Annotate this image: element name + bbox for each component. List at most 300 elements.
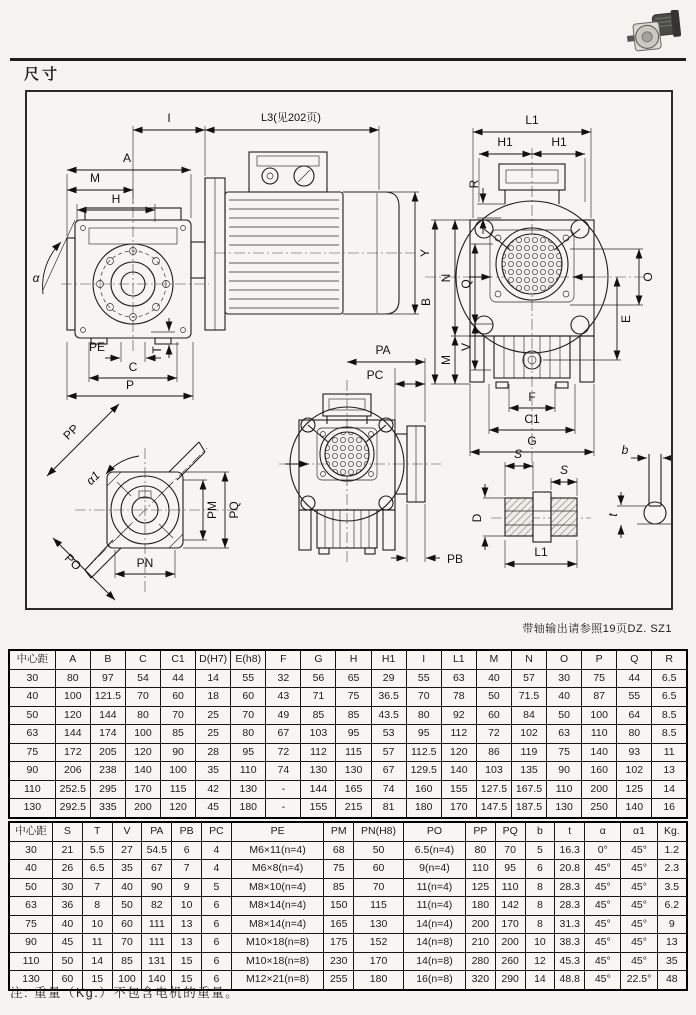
table-cell: 155 <box>301 799 336 818</box>
table-cell: 63 <box>9 897 53 916</box>
table-cell: 6 <box>202 897 232 916</box>
table-cell: 110 <box>9 780 55 799</box>
table-cell: 30 <box>547 669 582 688</box>
dim-label-g: G <box>527 434 537 448</box>
table-cell: 135 <box>511 762 546 781</box>
table-cell: 140 <box>582 743 617 762</box>
dim-label-pe: PE <box>88 340 106 354</box>
table-cell: 210 <box>465 934 495 953</box>
dim-label-l3: L3(见202页) <box>261 112 321 124</box>
column-header: PQ <box>495 822 525 841</box>
table-cell: 38.3 <box>555 934 585 953</box>
table-cell: 6.5 <box>652 688 687 707</box>
table-cell: 130 <box>336 762 371 781</box>
table-cell: 90 <box>9 762 55 781</box>
column-header: 中心距 <box>9 822 53 841</box>
dim-label-t2: t <box>606 513 620 517</box>
dim-label-po: PO <box>61 550 85 574</box>
dim-label-p: P <box>125 378 135 392</box>
dim-label-c: C <box>128 360 138 374</box>
table-cell: 72 <box>266 743 301 762</box>
table-cell: 57 <box>371 743 406 762</box>
dim-label-y: Y <box>418 248 432 258</box>
table-cell: 11(n=4) <box>403 897 465 916</box>
table-cell: 70 <box>495 841 525 860</box>
table-cell: 40 <box>547 688 582 707</box>
table-cell: 43 <box>266 688 301 707</box>
dim-label-b: B <box>419 297 433 307</box>
table-cell: 10 <box>525 934 555 953</box>
table-cell: 70 <box>112 934 142 953</box>
table-cell: 45° <box>585 897 621 916</box>
table-cell: 50 <box>476 688 511 707</box>
view-shaft-section <box>470 443 671 568</box>
table-cell: 74 <box>266 762 301 781</box>
table-cell: 50 <box>9 706 55 725</box>
dim-label-c1: C1 <box>524 412 540 426</box>
table-cell: - <box>266 799 301 818</box>
table-cell: 112 <box>301 743 336 762</box>
table-cell: 45° <box>585 860 621 879</box>
dim-label-alpha1: α1 <box>83 468 103 488</box>
table-cell: 115 <box>336 743 371 762</box>
table-cell: 320 <box>465 971 495 990</box>
table-cell: 230 <box>324 952 354 971</box>
table-cell: 31.3 <box>555 915 585 934</box>
table-cell: 9 <box>657 915 687 934</box>
table-cell: 8.5 <box>652 725 687 744</box>
table-cell: 100 <box>55 688 90 707</box>
table-cell: 80 <box>231 725 266 744</box>
table-cell: 64 <box>617 706 652 725</box>
table-cell: 40 <box>476 669 511 688</box>
table-cell: 80 <box>55 669 90 688</box>
table-cell: 11 <box>82 934 112 953</box>
table-cell: 40 <box>53 915 83 934</box>
view-side-assembly <box>33 111 432 400</box>
table-row <box>9 743 687 762</box>
table-cell: 165 <box>324 915 354 934</box>
table-cell: - <box>266 780 301 799</box>
table-cell: 110 <box>582 725 617 744</box>
table-cell: 6.5 <box>652 669 687 688</box>
table-cell: 45° <box>621 897 657 916</box>
table-cell: 119 <box>511 743 546 762</box>
table-cell: 238 <box>90 762 125 781</box>
table-cell: 14 <box>196 669 231 688</box>
column-header: R <box>652 650 687 669</box>
table-cell: 80 <box>125 706 160 725</box>
table-cell: 0° <box>585 841 621 860</box>
table-cell: 115 <box>161 780 196 799</box>
table-cell: 4 <box>202 841 232 860</box>
column-header: F <box>266 650 301 669</box>
header-rule <box>10 58 686 61</box>
table-cell: 167.5 <box>511 780 546 799</box>
column-header: G <box>301 650 336 669</box>
table-cell: 215 <box>336 799 371 818</box>
column-header: V <box>112 822 142 841</box>
table-cell: 174 <box>90 725 125 744</box>
table-cell: 55 <box>231 669 266 688</box>
column-header: PO <box>403 822 465 841</box>
table-cell: 35 <box>112 860 142 879</box>
table-row <box>9 897 687 916</box>
table-cell: 25 <box>196 725 231 744</box>
dim-label-r: R <box>467 179 481 189</box>
table-cell: 3.5 <box>657 878 687 897</box>
table-cell: 9(n=4) <box>403 860 465 879</box>
table-cell: 14 <box>525 971 555 990</box>
table-cell: 6 <box>172 841 202 860</box>
table-cell: 45 <box>196 799 231 818</box>
table-cell: 70 <box>231 706 266 725</box>
table-cell: 111 <box>142 915 172 934</box>
table-cell: 100 <box>112 971 142 990</box>
table-cell: 45° <box>621 934 657 953</box>
table-cell: 70 <box>406 688 441 707</box>
table-cell: 45° <box>585 934 621 953</box>
table-cell: 72 <box>476 725 511 744</box>
table-cell: 30 <box>9 669 55 688</box>
table-cell: 90 <box>547 762 582 781</box>
table-cell: 170 <box>495 915 525 934</box>
table-cell: 130 <box>547 799 582 818</box>
table-cell: 142 <box>495 897 525 916</box>
table-cell: 49 <box>266 706 301 725</box>
column-header: T <box>82 822 112 841</box>
table-cell: 127.5 <box>476 780 511 799</box>
column-header: N <box>511 650 546 669</box>
table-cell: 8 <box>525 915 555 934</box>
table-cell: 4 <box>202 860 232 879</box>
table-cell: 8 <box>525 878 555 897</box>
table-cell: 14 <box>652 780 687 799</box>
table-row <box>9 725 687 744</box>
column-header: PB <box>172 822 202 841</box>
table-cell: 44 <box>617 669 652 688</box>
table-cell: 175 <box>324 934 354 953</box>
table-cell: 50 <box>53 952 83 971</box>
table-cell: 280 <box>465 952 495 971</box>
dimension-table-main <box>8 649 688 819</box>
table-cell: 206 <box>55 762 90 781</box>
table-cell: 100 <box>582 706 617 725</box>
table-cell: 6.5 <box>82 860 112 879</box>
column-header: O <box>547 650 582 669</box>
table-cell: 6 <box>202 915 232 934</box>
table-cell: 8 <box>525 897 555 916</box>
table-cell: 130 <box>354 915 404 934</box>
table-cell: 44 <box>161 669 196 688</box>
table-row <box>9 706 687 725</box>
table-cell: 102 <box>617 762 652 781</box>
dim-label-a: A <box>122 151 132 165</box>
dim-label-h1: H1 <box>551 135 567 149</box>
table-cell: 60 <box>354 860 404 879</box>
column-header: H <box>336 650 371 669</box>
table-cell: 180 <box>354 971 404 990</box>
table-cell: 35 <box>196 762 231 781</box>
table-row <box>9 688 687 707</box>
dim-label-o: O <box>641 272 655 282</box>
column-header: P <box>582 650 617 669</box>
table-cell: 97 <box>90 669 125 688</box>
table-cell: 120 <box>161 799 196 818</box>
table-cell: 260 <box>495 952 525 971</box>
table-cell: 120 <box>441 743 476 762</box>
table-cell: 200 <box>495 934 525 953</box>
table-cell: 71 <box>301 688 336 707</box>
table-cell: 125 <box>465 878 495 897</box>
table-cell: M8×10(n=4) <box>231 878 324 897</box>
table-cell: 32 <box>266 669 301 688</box>
dim-label-h: H <box>111 192 121 206</box>
table-cell: 250 <box>582 799 617 818</box>
dim-label-pn: PN <box>136 556 154 570</box>
weight-note: 注: 重量（Kg.）不包含电机的重量。 <box>10 986 240 1000</box>
table-cell: 80 <box>406 706 441 725</box>
dim-label-l1: L1 <box>525 113 539 127</box>
gearmotor-photo-icon <box>626 10 684 65</box>
column-header: H1 <box>371 650 406 669</box>
table-cell: 8.5 <box>652 706 687 725</box>
table-cell: 53 <box>371 725 406 744</box>
dim-label-d: D <box>470 513 484 523</box>
dim-label-b2: b <box>621 443 629 457</box>
dimension-drawing <box>27 92 671 608</box>
table-cell: 45 <box>53 934 83 953</box>
table-cell: 85 <box>336 706 371 725</box>
table-cell: 45° <box>585 971 621 990</box>
table-cell: 95 <box>495 860 525 879</box>
table-cell: 85 <box>112 952 142 971</box>
column-header: PA <box>142 822 172 841</box>
table-cell: 290 <box>495 971 525 990</box>
table-cell: 75 <box>336 688 371 707</box>
table-cell: M6×11(n=4) <box>231 841 324 860</box>
table-cell: 50 <box>547 706 582 725</box>
dim-label-pb: PB <box>446 552 464 566</box>
table-cell: 55 <box>406 669 441 688</box>
dim-label-q: Q <box>459 279 473 289</box>
table-cell: 65 <box>336 669 371 688</box>
column-header: PN(H8) <box>354 822 404 841</box>
table-cell: 26 <box>53 860 83 879</box>
table-row <box>9 841 687 860</box>
table-cell: 60 <box>112 915 142 934</box>
table-row <box>9 669 687 688</box>
table-cell: 140 <box>125 762 160 781</box>
column-header: b <box>525 822 555 841</box>
table-cell: 180 <box>465 897 495 916</box>
table-cell: 95 <box>406 725 441 744</box>
table-cell: 170 <box>354 952 404 971</box>
table-cell: M8×14(n=4) <box>231 897 324 916</box>
table-cell: 16(n=8) <box>403 971 465 990</box>
table-cell: 28.3 <box>555 878 585 897</box>
table-cell: 27 <box>112 841 142 860</box>
table-cell: 48.8 <box>555 971 585 990</box>
table-cell: 11 <box>652 743 687 762</box>
view-front-gearbox <box>419 113 655 468</box>
table-cell: 11(n=4) <box>403 878 465 897</box>
table-row <box>9 780 687 799</box>
table-cell: 48 <box>657 971 687 990</box>
table-cell: 45° <box>621 952 657 971</box>
table-cell: 95 <box>231 743 266 762</box>
table-cell: 85 <box>161 725 196 744</box>
table-cell: 50 <box>354 841 404 860</box>
table-cell: 15 <box>172 952 202 971</box>
table-cell: 70 <box>161 706 196 725</box>
table-cell: 75 <box>547 743 582 762</box>
table-cell: 14(n=8) <box>403 934 465 953</box>
column-header: M <box>476 650 511 669</box>
table-cell: 20.8 <box>555 860 585 879</box>
table-cell: 74 <box>371 780 406 799</box>
table-cell: 54.5 <box>142 841 172 860</box>
table-cell: 75 <box>324 860 354 879</box>
table-cell: 160 <box>582 762 617 781</box>
table-row <box>9 952 687 971</box>
table-cell: 87 <box>582 688 617 707</box>
table-cell: 150 <box>324 897 354 916</box>
table-cell: 200 <box>125 799 160 818</box>
table-cell: 295 <box>90 780 125 799</box>
table-cell: 103 <box>301 725 336 744</box>
table-cell: 147.5 <box>476 799 511 818</box>
view-output-flange <box>47 404 241 600</box>
table-cell: 80 <box>617 725 652 744</box>
table-cell: 103 <box>476 762 511 781</box>
table-cell: 85 <box>324 878 354 897</box>
table-cell: 8 <box>82 897 112 916</box>
table-cell: 54 <box>125 669 160 688</box>
table-cell: 6 <box>202 952 232 971</box>
table-cell: 292.5 <box>55 799 90 818</box>
table-cell: 144 <box>301 780 336 799</box>
table-cell: 43.5 <box>371 706 406 725</box>
table-cell: 121.5 <box>90 688 125 707</box>
table-cell: 63 <box>9 725 55 744</box>
table-cell: 144 <box>55 725 90 744</box>
dim-label-s: S <box>513 447 523 461</box>
column-header: I <box>406 650 441 669</box>
table-cell: 45° <box>585 915 621 934</box>
table-cell: 187.5 <box>511 799 546 818</box>
dim-label-i: I <box>167 111 171 125</box>
table-cell: 15 <box>172 971 202 990</box>
table-cell: 110 <box>547 780 582 799</box>
table-cell: M10×18(n=8) <box>231 934 324 953</box>
table-cell: 2.3 <box>657 860 687 879</box>
dim-label-s: S <box>559 463 569 477</box>
table-cell: 130 <box>9 971 53 990</box>
table-cell: 56 <box>301 669 336 688</box>
table-row <box>9 915 687 934</box>
table-cell: 45° <box>621 878 657 897</box>
table-cell: 63 <box>441 669 476 688</box>
table-cell: 40 <box>112 878 142 897</box>
table-cell: 29 <box>371 669 406 688</box>
shaft-output-note: 带轴输出请参照19页DZ. SZ1 <box>522 623 672 635</box>
dim-label-e: E <box>619 314 633 324</box>
table-cell: 13 <box>172 915 202 934</box>
table-cell: M12×21(n=8) <box>231 971 324 990</box>
table-cell: 140 <box>617 799 652 818</box>
table-cell: 1.2 <box>657 841 687 860</box>
table-cell: 95 <box>336 725 371 744</box>
table-cell: 6 <box>202 934 232 953</box>
table-cell: 252.5 <box>55 780 90 799</box>
table-cell: 45° <box>621 841 657 860</box>
dim-label-pq: PQ <box>227 501 241 519</box>
page-title: 尺寸 <box>24 66 61 83</box>
table-cell: 10 <box>82 915 112 934</box>
table-cell: 78 <box>441 688 476 707</box>
table-cell: 130 <box>9 799 55 818</box>
table-cell: 205 <box>90 743 125 762</box>
table-cell: 102 <box>511 725 546 744</box>
column-header: C1 <box>161 650 196 669</box>
table-cell: 112.5 <box>406 743 441 762</box>
table-cell: 22.5° <box>621 971 657 990</box>
table-row <box>9 860 687 879</box>
table-cell: 10 <box>172 897 202 916</box>
table-header-row <box>9 650 687 669</box>
table-cell: 9 <box>172 878 202 897</box>
table-cell: 70 <box>125 688 160 707</box>
table-row <box>9 934 687 953</box>
table-cell: 130 <box>301 762 336 781</box>
table-cell: 110 <box>9 952 53 971</box>
table-cell: 170 <box>441 799 476 818</box>
table-cell: 111 <box>142 934 172 953</box>
table-cell: 7 <box>82 878 112 897</box>
table-cell: 6.2 <box>657 897 687 916</box>
column-header: E(h8) <box>231 650 266 669</box>
table-cell: 110 <box>231 762 266 781</box>
column-header: C <box>125 650 160 669</box>
table-cell: 80 <box>465 841 495 860</box>
table-cell: 90 <box>9 934 53 953</box>
table-cell: 255 <box>324 971 354 990</box>
dim-label-m: M <box>90 171 100 185</box>
table-cell: M8×14(n=4) <box>231 915 324 934</box>
table-cell: 36 <box>53 897 83 916</box>
dim-label-n: N <box>439 273 453 283</box>
table-cell: 50 <box>112 897 142 916</box>
table-cell: 120 <box>125 743 160 762</box>
dim-label-pp: PP <box>60 421 82 443</box>
table-cell: 144 <box>90 706 125 725</box>
table-cell: 30 <box>9 841 53 860</box>
table-cell: 110 <box>465 860 495 879</box>
table-cell: 140 <box>142 971 172 990</box>
table-cell: 180 <box>406 799 441 818</box>
table-cell: 5 <box>525 841 555 860</box>
table-row <box>9 762 687 781</box>
table-cell: 7 <box>172 860 202 879</box>
table-cell: 140 <box>441 762 476 781</box>
table-cell: 16 <box>652 799 687 818</box>
table-cell: 21 <box>53 841 83 860</box>
table-cell: 28 <box>196 743 231 762</box>
table-cell: 67 <box>371 762 406 781</box>
table-row <box>9 799 687 818</box>
column-header: PP <box>465 822 495 841</box>
